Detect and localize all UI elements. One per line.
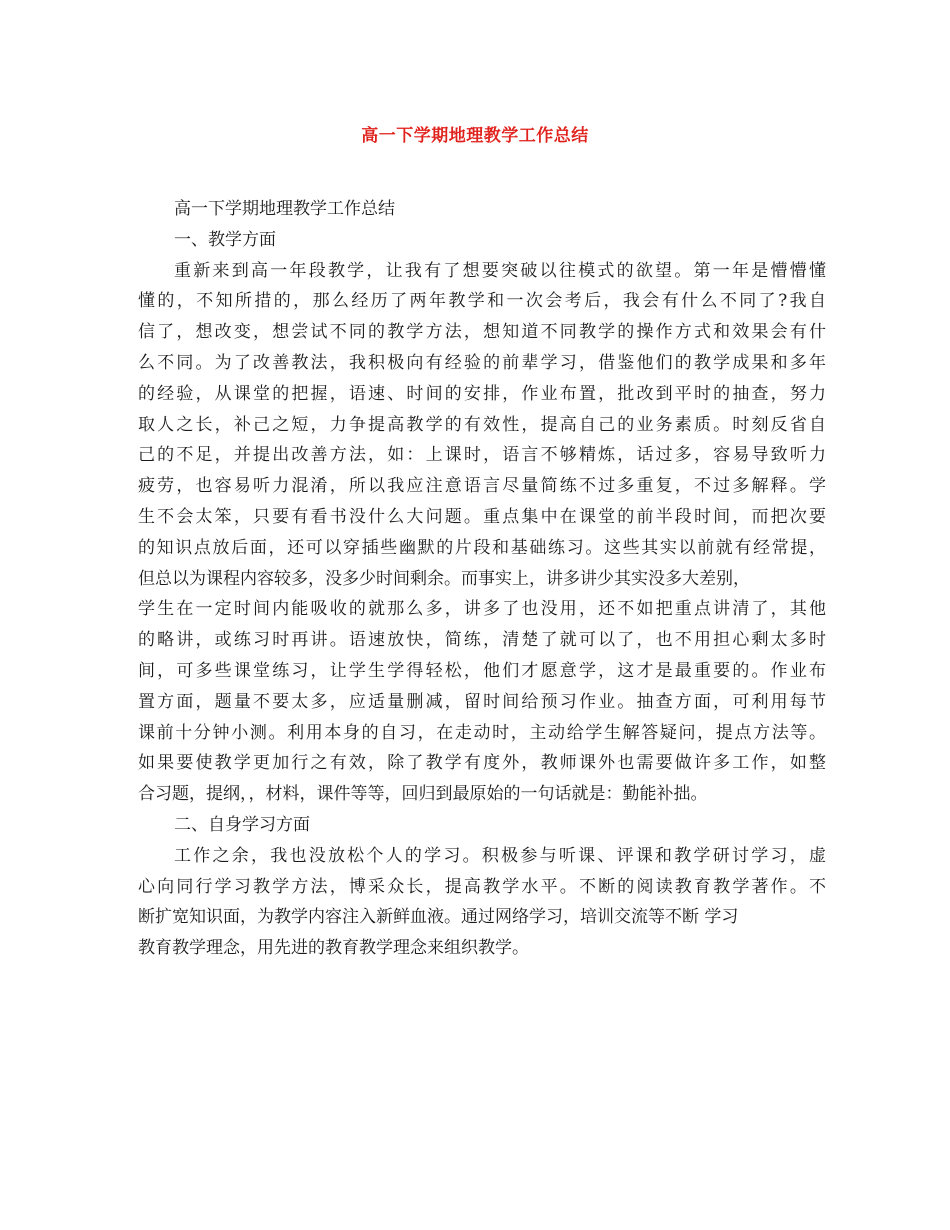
paragraph-line: 的经验，从课堂的把握，语速、时间的安排，作业布置，批改到平时的抽查，努力 xyxy=(138,383,826,404)
body-heading: 高一下学期地理教学工作总结 xyxy=(174,199,395,219)
paragraph-line: 的略讲，或练习时再讲。语速放快，简练，清楚了就可以了，也不用担心剩太多时 xyxy=(138,630,826,651)
paragraph-line: 么不同。为了改善教法，我积极向有经验的前辈学习，借鉴他们的教学成果和多年 xyxy=(138,352,826,373)
paragraph-line: 工作之余，我也没放松个人的学习。积极参与听课、评课和教学研讨学习，虚 xyxy=(174,845,826,866)
paragraph-line: 课前十分钟小测。利用本身的自习，在走动时，主动给学生解答疑问，提点方法等。 xyxy=(138,722,826,743)
section-heading-teaching: 一、教学方面 xyxy=(174,229,276,250)
paragraph-line: 学生在一定时间内能吸收的就那么多，讲多了也没用，还不如把重点讲清了，其他 xyxy=(138,599,826,620)
paragraph-line: 但总以为课程内容较多，没多少时间剩余。而事实上，讲多讲少其实没多大差别， xyxy=(138,568,750,589)
document-body xyxy=(138,194,826,964)
paragraph-line: 合习题，提纲，，材料，课件等等，回归到最原始的一句话就是：勤能补拙。 xyxy=(138,784,708,805)
paragraph-line: 懂的，不知所措的，那么经历了两年教学和一次会考后，我会有什么不同了?我自 xyxy=(138,291,826,312)
paragraph-line: 疲劳，也容易听力混淆，所以我应注意语言尽量简练不过多重复，不过多解释。学 xyxy=(138,476,826,497)
paragraph-line: 心向同行学习教学方法，博采众长，提高教学水平。不断的阅读教育教学著作。不 xyxy=(138,876,826,897)
paragraph-line: 己的不足，并提出改善方法，如：上课时，语言不够精炼，话过多，容易导致听力 xyxy=(138,445,826,466)
paragraph-line: 教育教学理念，用先进的教育教学理念来组织教学。 xyxy=(138,938,529,959)
paragraph-line: 断扩宽知识面，为教学内容注入新鲜血液。通过网络学习，培训交流等不断 学习 xyxy=(138,907,739,928)
paragraph-line: 如果要使教学更加行之有效，除了教学有度外，教师课外也需要做许多工作，如整 xyxy=(138,753,826,774)
section-heading-self-study: 二、自身学习方面 xyxy=(174,814,310,835)
paragraph-line: 的知识点放后面，还可以穿插些幽默的片段和基础练习。这些其实以前就有经常提， xyxy=(138,537,826,558)
paragraph-line: 置方面，题量不要太多，应适量删减，留时间给预习作业。抽查方面，可利用每节 xyxy=(138,691,826,712)
paragraph-line: 生不会太笨，只要有看书没什么大问题。重点集中在课堂的前半段时间，而把次要 xyxy=(138,506,826,527)
document-title: 高一下学期地理教学工作总结 xyxy=(361,126,589,146)
paragraph-line: 间，可多些课堂练习，让学生学得轻松，他们才愿意学，这才是最重要的。作业布 xyxy=(138,660,826,681)
paragraph-line: 信了，想改变，想尝试不同的教学方法，想知道不同教学的操作方式和效果会有什 xyxy=(138,322,826,343)
paragraph-line: 取人之长，补己之短，力争提高教学的有效性，提高自己的业务素质。时刻反省自 xyxy=(138,414,826,435)
paragraph-line: 重新来到高一年段教学，让我有了想要突破以往模式的欲望。第一年是懵懵懂 xyxy=(174,260,826,281)
